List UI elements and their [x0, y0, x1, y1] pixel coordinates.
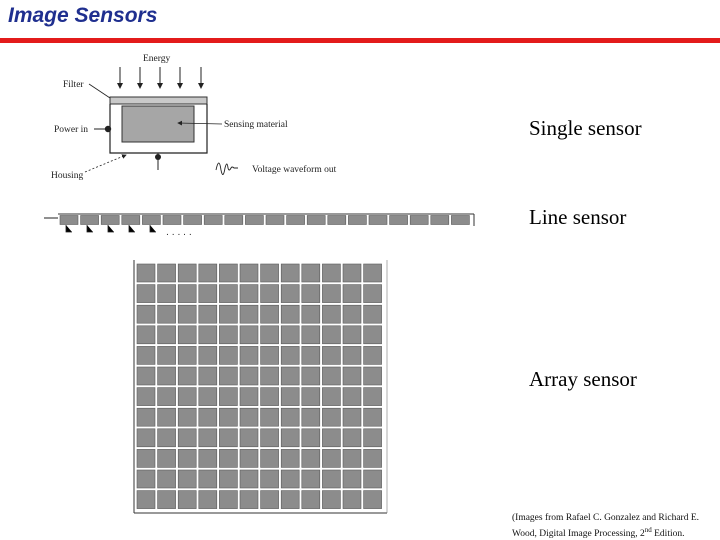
housing-label: Housing [51, 171, 84, 181]
array-sensor-cell [281, 285, 299, 303]
array-sensor-cell [261, 346, 279, 364]
image-credit [512, 512, 717, 540]
array-sensor-cell [137, 408, 155, 426]
array-sensor-cell [240, 408, 258, 426]
array-sensor-cell [364, 285, 382, 303]
array-sensor-cell [281, 367, 299, 385]
array-sensor-diagram [134, 260, 387, 513]
array-sensor-cell [219, 449, 237, 467]
line-sensor-cell [184, 216, 202, 225]
array-sensor-cell [343, 408, 361, 426]
array-sensor-cell [240, 285, 258, 303]
array-sensor-cell [158, 326, 176, 344]
array-sensor-cell [137, 264, 155, 282]
array-sensor-cell [137, 346, 155, 364]
energy-label: Energy [143, 54, 171, 64]
sensing-material-block [122, 106, 194, 142]
array-sensor-cell [219, 285, 237, 303]
array-sensor-cell [199, 305, 217, 323]
line-sensor-cell [431, 216, 449, 225]
filter-label: Filter [63, 80, 84, 90]
array-sensor-cell [240, 449, 258, 467]
array-sensor-cell [178, 305, 196, 323]
array-sensor-cell [158, 491, 176, 509]
array-sensor-cell [281, 388, 299, 406]
array-sensor-cell [322, 305, 340, 323]
array-sensor-cell [322, 285, 340, 303]
array-sensor-cell [302, 491, 320, 509]
array-sensor-cell [137, 285, 155, 303]
array-sensor-caption: Array sensor [529, 367, 637, 391]
array-sensor-cell [261, 388, 279, 406]
array-sensor-cell [158, 388, 176, 406]
array-sensor-cell [178, 264, 196, 282]
array-sensor-cell [281, 449, 299, 467]
array-sensor-cell [281, 408, 299, 426]
single-sensor-diagram [51, 54, 337, 181]
array-sensor-cell [281, 305, 299, 323]
array-sensor-cell [199, 326, 217, 344]
array-sensor-cell [364, 470, 382, 488]
array-sensor-cell [137, 388, 155, 406]
line-sensor-cell [410, 216, 428, 225]
array-sensor-cell [178, 491, 196, 509]
array-sensor-cell [158, 367, 176, 385]
array-sensor-cell [219, 388, 237, 406]
array-sensor-cell [219, 264, 237, 282]
array-sensor-cell [322, 408, 340, 426]
energy-arrows [120, 67, 201, 88]
array-sensor-cell [343, 429, 361, 447]
array-sensor-cell [199, 367, 217, 385]
array-sensor-cell [322, 388, 340, 406]
array-sensor-cell [240, 367, 258, 385]
array-sensor-cell [261, 285, 279, 303]
array-sensor-cell [302, 429, 320, 447]
voltage-out-label: Voltage waveform out [252, 165, 337, 175]
line-sensor-cell [101, 216, 119, 225]
array-sensor-cell [322, 491, 340, 509]
array-sensor-cell [219, 326, 237, 344]
array-sensor-cell [343, 367, 361, 385]
array-sensor-cell [158, 408, 176, 426]
array-sensor-cell [343, 388, 361, 406]
array-sensor-cell [261, 367, 279, 385]
line-sensor-cell [266, 216, 284, 225]
voltage-waveform [216, 163, 238, 175]
array-sensor-cell [199, 470, 217, 488]
array-sensor-cell [199, 346, 217, 364]
array-sensor-cell [343, 285, 361, 303]
array-sensor-cell [322, 367, 340, 385]
array-sensor-cell [178, 408, 196, 426]
array-sensor-cell [158, 305, 176, 323]
line-sensor-cell [245, 216, 263, 225]
array-sensor-cell [219, 491, 237, 509]
array-sensor-cell [302, 408, 320, 426]
array-sensor-cell [137, 470, 155, 488]
sensing-material-label: Sensing material [224, 120, 288, 130]
array-sensor-cell [219, 408, 237, 426]
array-sensor-cell [343, 470, 361, 488]
array-sensor-cell [302, 264, 320, 282]
line-sensor-leads [66, 225, 156, 232]
line-sensor-cell [225, 216, 243, 225]
array-sensor-cell [240, 388, 258, 406]
array-sensor-cell [364, 305, 382, 323]
array-sensor-cell [178, 367, 196, 385]
array-sensor-cell [322, 429, 340, 447]
array-sensor-cell [199, 408, 217, 426]
array-sensor-cell [364, 449, 382, 467]
array-sensor-cell [137, 429, 155, 447]
array-sensor-cell [137, 326, 155, 344]
array-sensor-cell [178, 388, 196, 406]
array-sensor-cell [322, 326, 340, 344]
array-sensor-cell [137, 367, 155, 385]
array-sensor-cell [240, 429, 258, 447]
array-sensor-cell [343, 346, 361, 364]
array-sensor-cell [219, 367, 237, 385]
line-sensor-cell [328, 216, 346, 225]
filter-bar [110, 97, 207, 104]
line-sensor-cell [348, 216, 366, 225]
array-sensor-cell [199, 285, 217, 303]
array-sensor-cell [199, 264, 217, 282]
array-sensor-cell [261, 449, 279, 467]
array-sensor-cell [281, 470, 299, 488]
array-sensor-cell [281, 346, 299, 364]
array-sensor-cell [240, 470, 258, 488]
credit-line-1: (Images from Rafael C. Gonzalez and Richard E. [512, 513, 700, 523]
array-sensor-cell [261, 429, 279, 447]
array-sensor-cell [261, 305, 279, 323]
line-sensor-caption: Line sensor [529, 205, 627, 229]
array-sensor-cell [281, 264, 299, 282]
array-sensor-cell [199, 449, 217, 467]
array-sensor-cell [302, 470, 320, 488]
array-sensor-cell [178, 449, 196, 467]
array-sensor-cell [240, 264, 258, 282]
array-sensor-cell [343, 491, 361, 509]
array-sensor-cell [322, 470, 340, 488]
array-sensor-cell [240, 491, 258, 509]
array-sensor-cell [322, 264, 340, 282]
array-sensor-cell [240, 326, 258, 344]
array-sensor-cell [281, 429, 299, 447]
array-sensor-cell [178, 429, 196, 447]
array-sensor-cell [240, 346, 258, 364]
array-sensor-cell [343, 326, 361, 344]
array-sensor-cell [364, 408, 382, 426]
array-sensor-cell [343, 305, 361, 323]
array-sensor-cell [261, 491, 279, 509]
array-sensor-cell [364, 491, 382, 509]
array-sensor-cell [199, 429, 217, 447]
array-sensor-cell [137, 491, 155, 509]
line-sensor-cell [307, 216, 325, 225]
line-sensor-cell [81, 216, 99, 225]
array-sensor-cell [261, 408, 279, 426]
credit-line-2-prefix: Wood, Digital Image Processing, 2 [512, 529, 645, 540]
array-sensor-cell [158, 429, 176, 447]
single-sensor-caption: Single sensor [529, 116, 642, 140]
slide-title: Image Sensors [8, 4, 158, 27]
array-sensor-cell [137, 449, 155, 467]
line-sensor-cell [163, 216, 181, 225]
array-sensor-cell [199, 388, 217, 406]
array-sensor-cell [199, 491, 217, 509]
array-sensor-cell [178, 346, 196, 364]
array-sensor-cell [261, 470, 279, 488]
credit-superscript: nd [644, 526, 652, 534]
array-sensor-cell [219, 429, 237, 447]
array-sensor-cell [158, 449, 176, 467]
array-sensor-cell [302, 326, 320, 344]
array-sensor-cell [137, 305, 155, 323]
credit-line-2-suffix: Edition. [651, 529, 685, 540]
array-sensor-cell [302, 388, 320, 406]
array-sensor-cell [158, 264, 176, 282]
array-sensor-cell [178, 285, 196, 303]
array-sensor-cell [281, 491, 299, 509]
array-sensor-cell [281, 326, 299, 344]
power-terminal [105, 126, 111, 132]
line-sensor-cell [60, 216, 78, 225]
array-sensor-cell [364, 367, 382, 385]
array-sensor-cell [219, 346, 237, 364]
array-sensor-cell [178, 470, 196, 488]
array-sensor-cell [158, 285, 176, 303]
line-sensor-cell [204, 216, 222, 225]
line-sensor-diagram [44, 214, 474, 238]
array-sensor-cell [322, 346, 340, 364]
line-sensor-cell [287, 216, 305, 225]
line-sensor-cell [122, 216, 140, 225]
line-sensor-cell [369, 216, 387, 225]
array-sensor-cell [158, 470, 176, 488]
array-sensor-cell [364, 346, 382, 364]
array-sensor-cell [364, 326, 382, 344]
array-sensor-cell [343, 264, 361, 282]
array-sensor-cell [178, 326, 196, 344]
array-sensor-cell [261, 264, 279, 282]
line-sensor-cell [390, 216, 408, 225]
array-sensor-cell [364, 264, 382, 282]
array-sensor-cell [302, 346, 320, 364]
array-sensor-cell [322, 449, 340, 467]
array-sensor-cell [302, 305, 320, 323]
line-sensor-ellipsis: . . . . . [166, 228, 192, 238]
array-sensor-cell [240, 305, 258, 323]
array-sensor-cell [364, 388, 382, 406]
array-sensor-cell [343, 449, 361, 467]
line-sensor-cell [451, 216, 469, 225]
array-sensor-cell [302, 449, 320, 467]
power-in-label: Power in [54, 125, 89, 135]
array-sensor-cell [364, 429, 382, 447]
array-sensor-cell [302, 285, 320, 303]
array-sensor-cell [219, 470, 237, 488]
array-sensor-cell [219, 305, 237, 323]
line-sensor-cell [142, 216, 160, 225]
array-sensor-cell [158, 346, 176, 364]
array-sensor-cell [302, 367, 320, 385]
array-sensor-cell [261, 326, 279, 344]
